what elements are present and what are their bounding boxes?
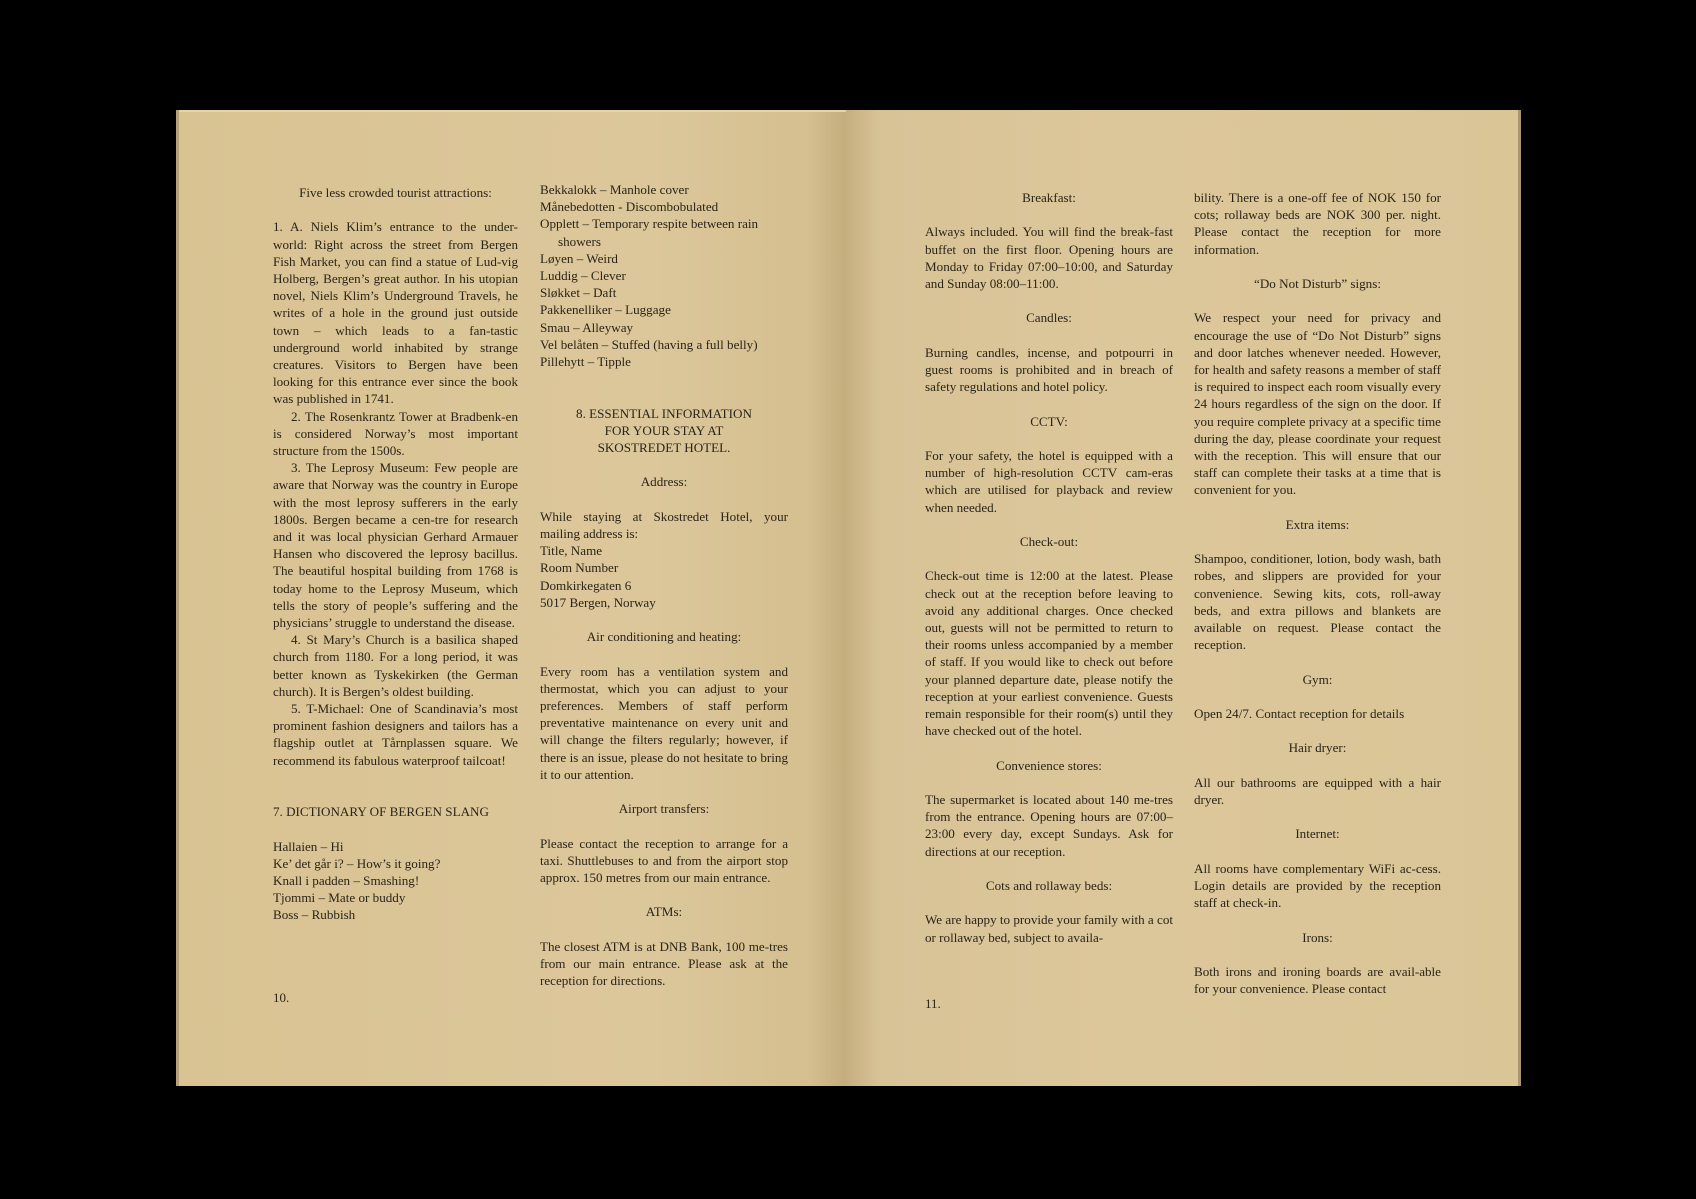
attraction-item-3: 3. The Leprosy Museum: Few people are aware that Norway was the country in Europe with the most leprosy sufferers in the early 1800s. Bergen became a cen-tre for research and it was local physician Gerhard Armauer Hansen who discovered the leprosy bacillus. The beautiful hospital building from 1768 is today home to the Leprosy Museum, which tells the story of people’s suffering and the physicians’ struggle to understand the disease.	[273, 460, 518, 631]
atm-heading: ATMs:	[645, 904, 683, 920]
convenience-stores-text: The supermarket is located about 140 me-tres from the entrance. Opening hours are 07:00–23:00 every day, except Sundays. Ask for directions at our reception.	[925, 791, 1173, 859]
slang-entry: Tjommi – Mate or buddy	[273, 890, 406, 906]
address-line: 5017 Bergen, Norway	[540, 594, 656, 610]
slang-entry: Smau – Alleyway	[540, 319, 634, 335]
address-line: Title, Name	[540, 543, 603, 559]
section-heading: FOR YOUR STAY AT	[604, 422, 724, 438]
section-heading: 8. ESSENTIAL INFORMATION	[576, 405, 752, 421]
page-number-left: 10.	[273, 990, 290, 1005]
extra-items-text: Shampoo, conditioner, lotion, body wash, bath robes, and slippers are provided for your convenience. Sewing kits, cots, roll-away beds, and extra pillows and blankets are available on request. Please contact the reception.	[1194, 551, 1441, 653]
breakfast-text: Always included. You will find the break-fast buffet on the first floor. Opening hours are Monday to Friday 07:00–10:00, and Saturday and Sunday 08:00–11:00.	[925, 224, 1173, 291]
slang-entry: Løyen – Weird	[540, 250, 618, 266]
attraction-item-4: 4. St Mary’s Church is a basilica shaped church from 1180. For a long period, it was better known as Tyskekirken (the German church). It is Bergen’s oldest building.	[273, 632, 518, 699]
airport-text: Please contact the reception to arrange for a taxi. Shuttlebuses to and from the airport stop approx. 150 metres from our main entrance.	[540, 835, 788, 885]
irons-heading: Irons:	[1302, 929, 1333, 945]
address-heading: Address:	[640, 474, 688, 490]
internet-heading: Internet:	[1295, 826, 1340, 842]
convenience-stores-heading: Convenience stores:	[996, 757, 1102, 773]
cots-text: We are happy to provide your family with a cot or rollaway bed, subject to availa-	[925, 912, 1174, 945]
do-not-disturb-heading: “Do Not Disturb” signs:	[1254, 276, 1381, 291]
attraction-item-5: 5. T-Michael: One of Scandinavia’s most prominent fashion designers and tailors has a flagship outlet at Tårnplassen square. We recommend its fabulous waterproof tailcoat!	[273, 701, 518, 768]
cots-heading: Cots and rollaway beds:	[985, 877, 1113, 893]
address-line: Domkirkegaten 6	[540, 577, 632, 593]
slang-entry: Pakkenelliker – Luggage	[540, 302, 671, 318]
slang-entry: Pillehytt – Tipple	[540, 354, 631, 370]
hair-dryer-heading: Hair dryer:	[1288, 740, 1347, 756]
gym-heading: Gym:	[1302, 671, 1333, 687]
left-page	[176, 110, 849, 1086]
slang-entry: Opplett – Temporary respite between rain showers	[540, 216, 759, 249]
left-page-column-1	[273, 184, 518, 924]
cots-text-continued: bility. There is a one-off fee of NOK 150 for cots; rollaway beds are NOK 300 per. night. Please contact the reception for more information.	[1194, 190, 1441, 257]
slang-entry: Knall i padden – Smashing!	[273, 873, 420, 889]
internet-text: All rooms have complementary WiFi ac-cess. Login details are provided by the reception staff at check-in.	[1194, 860, 1441, 911]
attraction-item-1: 1. A. Niels Klim’s entrance to the under-world: Right across the street from Bergen Fish Market, you can find a statue of Lud-vig Holberg, Bergen’s great author. In his utopian novel, Niels Klim’s Underground Travels, he writes of a hole in the ground just outside town – which leads to a fan-tastic underground world inhabited by strange creatures. Visitors to Bergen have been looking for this entrance ever since the book was published in 1741.	[273, 219, 518, 407]
atm-text: The closest ATM is at DNB Bank, 100 me-tres from our main entrance. Please ask at the reception for directions.	[540, 938, 788, 989]
checkout-text: Check-out time is 12:00 at the latest. Please check out at the reception before leaving to avoid any additional charges. Once checked out, guests will not be permitted to return to their rooms unless accompanied by a member of staff. If you would like to check out before your planned departure date, please notify the reception at your earliest convenience. Guests remain responsible for their room(s) until they have checked out of the hotel.	[925, 568, 1173, 739]
cctv-text: For your safety, the hotel is equipped with a number of high-resolution CCTV cam-eras which are utilised for playback and review when needed.	[925, 447, 1173, 515]
right-page-column-2	[1194, 189, 1441, 997]
do-not-disturb-text: We respect your need for privacy and encourage the use of “Do Not Disturb” signs and door latches whenever needed. However, for health and safety reasons a member of staff is required to inspect each room visually every 24 hours regardless of the sign on the door. If you require complete privacy at a specific time during the day, please coordinate your request with the reception. This will ensure that our staff can complete their tasks at a time that is convenient for you.	[1194, 310, 1441, 498]
slang-entry: Bekkalokk – Manhole cover	[540, 182, 689, 197]
section-heading: SKOSTREDET HOTEL.	[597, 440, 731, 456]
slang-entry: Månebedotten - Discombobulated	[540, 199, 719, 215]
slang-entry: Hallaien – Hi	[273, 838, 344, 854]
right-page	[846, 110, 1521, 1086]
irons-text: Both irons and ironing boards are avail-able for your convenience. Please contact	[1194, 963, 1441, 997]
checkout-heading: Check-out:	[1019, 533, 1079, 549]
candles-heading: Candles:	[1026, 310, 1072, 326]
slang-entry: Ke’ det går i? – How’s it going?	[273, 855, 441, 871]
slang-entry: Sløkket – Daft	[540, 285, 617, 301]
extra-items-heading: Extra items:	[1285, 516, 1350, 532]
slang-entry: Boss – Rubbish	[273, 907, 356, 923]
address-intro: While staying at Skostredet Hotel, your mailing address is:	[540, 508, 788, 541]
hair-dryer-text: All our bathrooms are equipped with a hair dryer.	[1194, 774, 1441, 807]
air-conditioning-heading: Air conditioning and heating:	[586, 629, 742, 645]
attraction-item-2: 2. The Rosenkrantz Tower at Bradbenk-en is considered Norway’s most important structure from the 1500s.	[273, 408, 518, 459]
candles-text: Burning candles, incense, and potpourri in guest rooms is prohibited and in breach of safety regulations and hotel policy.	[925, 344, 1173, 395]
slang-entry: Luddig – Clever	[540, 268, 626, 284]
gym-text: Open 24/7. Contact reception for details	[1194, 706, 1405, 721]
address-line: Room Number	[540, 560, 619, 576]
page-number-right: 11.	[925, 996, 941, 1011]
breakfast-heading: Breakfast:	[1022, 190, 1076, 205]
slang-entry: Vel belåten – Stuffed (having a full belly)	[540, 336, 758, 352]
booklet-spread	[176, 110, 1518, 1086]
right-page-column-1	[925, 189, 1173, 946]
air-conditioning-text: Every room has a ventilation system and thermostat, which you can adjust to your preferences. Members of staff perform preventative maintenance on every unit and will change the filters regularly; however, if there is an issue, please do not hesitate to bring it to our attention.	[540, 663, 788, 782]
airport-heading: Airport transfers:	[618, 801, 710, 817]
dictionary-heading: 7. DICTIONARY OF BERGEN SLANG	[273, 804, 489, 820]
attractions-intro: Five less crowded tourist attractions:	[299, 185, 492, 200]
cctv-heading: CCTV:	[1030, 413, 1068, 429]
left-page-column-2	[540, 181, 788, 989]
